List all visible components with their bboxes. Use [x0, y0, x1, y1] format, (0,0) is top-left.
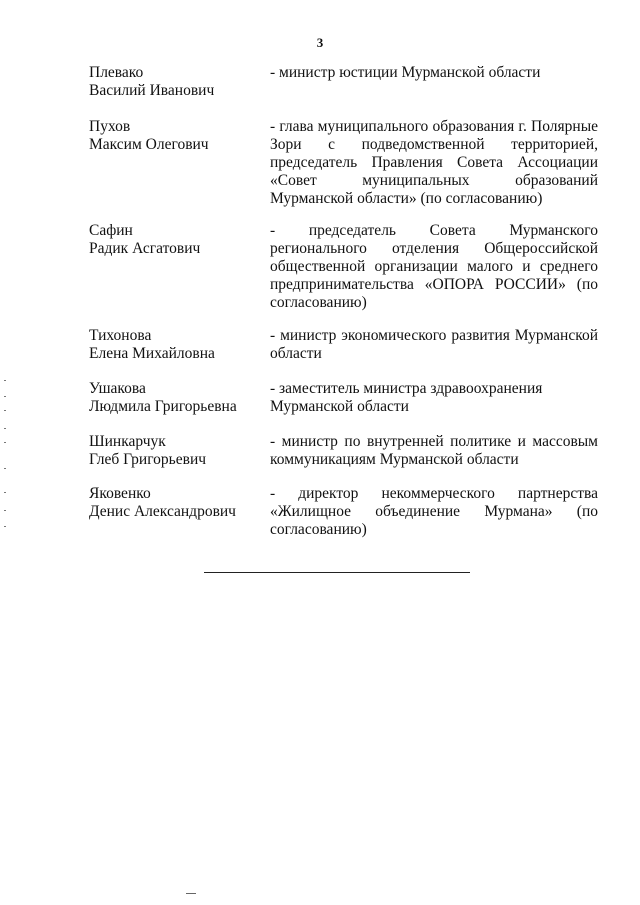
- member-surname: Яковенко: [89, 485, 151, 502]
- end-of-list-rule: [204, 572, 470, 573]
- member-given-names: Глеб Григорьевич: [89, 451, 207, 468]
- member-name: [89, 433, 259, 469]
- member-role: [270, 64, 598, 82]
- member-surname: Пухов: [89, 118, 131, 135]
- member-surname: Плевако: [89, 64, 144, 81]
- member-given-names: Максим Олегович: [89, 136, 209, 153]
- role-line: Мурманской области» (по согласованию): [270, 190, 543, 207]
- role-line: «Жилищное объединение Мурмана» (по: [270, 503, 598, 520]
- role-line: - глава муниципального образования г. Полярные: [270, 118, 598, 135]
- member-name: [89, 64, 259, 100]
- role-line: Мурманской области: [270, 398, 409, 415]
- role-line: председатель Правления Совета Ассоциации: [270, 154, 598, 171]
- role-line: - председатель Совета Мурманского: [270, 222, 598, 239]
- member-surname: Тихонова: [89, 327, 152, 344]
- member-role: [270, 222, 598, 312]
- member-given-names: Денис Александрович: [89, 503, 236, 520]
- member-name: [89, 380, 259, 416]
- member-given-names: Людмила Григорьевна: [89, 398, 237, 415]
- member-role: [270, 118, 598, 208]
- member-role: [270, 380, 598, 416]
- role-line: Зори с подведомственной территорией,: [270, 136, 598, 153]
- scan-artifact: [4, 380, 8, 530]
- role-line: - министр экономического развития Мурманской: [270, 327, 598, 344]
- member-given-names: Елена Михайловна: [89, 345, 215, 362]
- role-line: согласованию): [270, 521, 367, 538]
- role-line: «Совет муниципальных образований: [270, 172, 598, 189]
- member-name: [89, 222, 259, 258]
- role-line: коммуникациям Мурманской области: [270, 451, 519, 468]
- member-surname: Шинкарчук: [89, 433, 166, 450]
- role-line: - министр по внутренней политике и массовым: [270, 433, 598, 450]
- member-surname: Ушакова: [89, 380, 146, 397]
- member-role: [270, 433, 598, 469]
- role-line: - заместитель министра здравоохранения: [270, 380, 543, 397]
- member-role: [270, 327, 598, 363]
- role-line: общественной организации малого и среднего: [270, 258, 598, 275]
- page-number: 3: [316, 35, 324, 50]
- member-name: [89, 485, 259, 521]
- member-surname: Сафин: [89, 222, 133, 239]
- member-given-names: Радик Асгатович: [89, 240, 201, 257]
- bottom-scan-mark: [186, 893, 196, 894]
- role-line: - директор некоммерческого партнерства: [270, 485, 598, 502]
- member-name: [89, 118, 259, 154]
- role-line: регионального отделения Общероссийской: [270, 240, 598, 257]
- member-name: [89, 327, 259, 363]
- role-line: - министр юстиции Мурманской области: [270, 64, 541, 81]
- member-given-names: Василий Иванович: [89, 82, 215, 99]
- member-role: [270, 485, 598, 539]
- role-line: предпринимательства «ОПОРА РОССИИ» (по: [270, 276, 598, 293]
- role-line: области: [270, 345, 322, 362]
- role-line: согласованию): [270, 294, 367, 311]
